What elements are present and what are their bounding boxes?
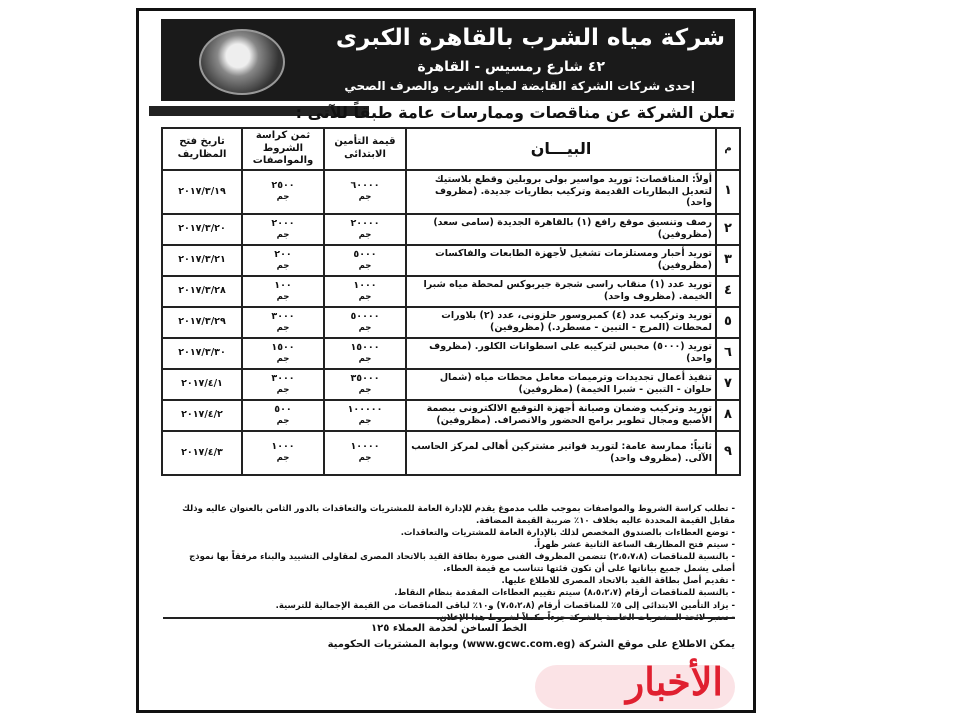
- row-desc: تنفيذ أعمال تجديدات وترميمات معامل محطات مياه (شمال حلوان - التبين - شبرا الخيمة) (مظروفين): [406, 369, 716, 400]
- currency-unit: جم: [358, 229, 372, 240]
- table-row: [162, 400, 740, 431]
- price-value: ٥٠٠: [274, 403, 292, 415]
- company-header: [161, 19, 735, 101]
- row-desc: توريد (٥٠٠٠) محبس لتركيبه على اسطوانات الكلور. (مظروف واحد): [406, 338, 716, 369]
- note-item: - بالنسبة للمناقصات أرقام (٨،٥،٢،٧) سيتم تقييم العطاءات المقدمة بنظام النقاط.: [394, 588, 735, 599]
- price-value: ٢٠٠٠: [271, 217, 295, 229]
- newspaper-logo-text: الأخبار: [625, 659, 723, 704]
- row-desc: توريد أحبار ومستلزمات تشغيل لأجهزة الطابعات والفاكسات (مظروفين): [406, 245, 716, 276]
- currency-unit: جم: [276, 415, 290, 426]
- row-desc: توريد وتركيب وضمان وصيانة أجهزة التوقيع الالكترونى ببصمة الأصبع ومجال تطوير برامج الحضور والانصراف. (مظروفين): [406, 400, 716, 431]
- table-row: [162, 214, 740, 245]
- table-row: [162, 307, 740, 338]
- row-num: ٦: [716, 338, 740, 369]
- row-num: ٥: [716, 307, 740, 338]
- currency-unit: جم: [276, 291, 290, 302]
- price-value: ٢٥٠٠: [271, 180, 295, 192]
- company-subtitle: إحدى شركات الشركة القابضة لمياه الشرب والصرف الصحي: [344, 79, 695, 93]
- row-date: ٢٠١٧/٤/٢: [162, 400, 242, 431]
- row-date: ٢٠١٧/٣/٣٠: [162, 338, 242, 369]
- price-value: ١٠٠: [274, 279, 292, 291]
- currency-unit: جم: [276, 260, 290, 271]
- note-item: - بالنسبة للمناقصات (٢،٥،٧،٨) تتضمن المظروف الفنى صورة بطاقة القيد بالاتحاد المصرى لمقاولى التشييد والبناء مرفقاً بها نموذج أصلى يشمل جميع بياناتها على أن تكون فئتها تتناسب مع قيمة العطاء.: [189, 552, 735, 575]
- row-insurance: [324, 338, 406, 369]
- currency-unit: جم: [358, 453, 372, 464]
- row-date: ٢٠١٧/٣/١٩: [162, 170, 242, 214]
- currency-unit: جم: [358, 415, 372, 426]
- row-date: ٢٠١٧/٣/٢٠: [162, 214, 242, 245]
- price-value: ٢٠٠: [274, 248, 292, 260]
- price-value: ٣٠٠٠: [271, 372, 295, 384]
- row-price: [242, 214, 324, 245]
- note-item: - يزاد التأمين الابتدائى إلى ٥٪ للمناقصات أرقام (٧،٥،٢،٨) و١٠٪ لباقى المناقصات من القيمة الإجمالية للترسية.: [275, 600, 735, 611]
- hotline-text: الخط الساخن لخدمة العملاء ١٢٥: [371, 623, 527, 634]
- header-desc: البيـــان: [406, 128, 716, 170]
- price-value: ١٠٠٠: [271, 441, 295, 453]
- insurance-value: ١٠٠٠٠: [350, 441, 380, 453]
- row-insurance: [324, 170, 406, 214]
- row-desc: توريد وتركيب عدد (٤) كمبروسور حلزونى، عدد (٢) بلاورات لمحطات (المرج - التبين - مسطرد.) (مظروفين): [406, 307, 716, 338]
- insurance-value: ٥٠٠٠: [353, 248, 377, 260]
- table-row: [162, 369, 740, 400]
- row-num: ٩: [716, 431, 740, 475]
- insurance-value: ٥٠٠٠٠: [350, 310, 380, 322]
- currency-unit: جم: [276, 453, 290, 464]
- table-row: [162, 170, 740, 214]
- scanned-ad-frame: [136, 8, 756, 713]
- currency-unit: جم: [358, 291, 372, 302]
- note-item: - تقديم أصل بطاقة القيد بالاتحاد المصرى للاطلاع عليها.: [501, 576, 735, 587]
- tenders-table: [161, 127, 741, 476]
- table-row: [162, 338, 740, 369]
- header-date: تاريخ فتح المظاريف: [162, 128, 242, 170]
- row-price: [242, 170, 324, 214]
- row-price: [242, 369, 324, 400]
- row-insurance: [324, 245, 406, 276]
- row-num: ٣: [716, 245, 740, 276]
- currency-unit: جم: [358, 192, 372, 203]
- ad-footer: [163, 617, 735, 653]
- newspaper-logo: [535, 659, 735, 711]
- row-num: ٧: [716, 369, 740, 400]
- price-value: ٣٠٠٠: [271, 310, 295, 322]
- currency-unit: جم: [358, 260, 372, 271]
- table-row: [162, 245, 740, 276]
- row-num: ٢: [716, 214, 740, 245]
- announcement-heading: تعلن الشركة عن مناقصات وممارسات عامة طبقاً للآتى :: [295, 103, 735, 122]
- row-num: ٤: [716, 276, 740, 307]
- currency-unit: جم: [276, 353, 290, 364]
- header-insurance: قيمة التأمين الابتدائى: [324, 128, 406, 170]
- insurance-value: ٣٥٠٠٠: [350, 372, 380, 384]
- insurance-value: ١٥٠٠٠: [350, 341, 380, 353]
- row-price: [242, 245, 324, 276]
- row-price: [242, 276, 324, 307]
- row-desc: أولاً: المناقصات: توريد مواسير بولى بروبلين وقطع بلاستيك لتعديل البطاريات القديمة وتركيب بطاريات جديدة. (مظروف واحد): [406, 170, 716, 214]
- row-insurance: [324, 400, 406, 431]
- row-date: ٢٠١٧/٣/٢٨: [162, 276, 242, 307]
- insurance-value: ٢٠٠٠٠: [350, 217, 380, 229]
- row-insurance: [324, 307, 406, 338]
- row-price: [242, 400, 324, 431]
- terms-notes: [163, 503, 735, 624]
- table-row: [162, 276, 740, 307]
- table-header-row: [162, 128, 740, 170]
- currency-unit: جم: [276, 384, 290, 395]
- row-desc: رصف وتنسيق موقع رافع (١) بالقاهرة الجديدة (سامى سعد) (مظروفين): [406, 214, 716, 245]
- row-date: ٢٠١٧/٣/٢٩: [162, 307, 242, 338]
- currency-unit: جم: [358, 353, 372, 364]
- note-item: - تعتبر لائحة المشتريات الخاصة بالشركة جزءاً مكملاً لشروط هذا الإعلان.: [436, 612, 735, 623]
- price-value: ١٥٠٠: [271, 341, 295, 353]
- table-row: [162, 431, 740, 475]
- row-date: ٢٠١٧/٤/١: [162, 369, 242, 400]
- note-item: - تطلب كراسة الشروط والمواصفات بموجب طلب مدموغ يقدم للإدارة العامة للمشتريات والتعاقدات بالدور الثامن بالعنوان عاليه وذلك مقابل القيمة المحددة عاليه بخلاف ١٠٪ ضريبة القيمة المضافة.: [182, 504, 735, 527]
- website-text: يمكن الاطلاع على موقع الشركة (www.gcwc.com.eg) وبوابة المشتريات الحكومية: [327, 639, 735, 650]
- row-desc: ثانياً: ممارسة عامة: لتوريد فواتير مشتركين أهالى لمركز الحاسب الآلى. (مظروف واحد): [406, 431, 716, 475]
- insurance-value: ١٠٠٠: [353, 279, 377, 291]
- row-price: [242, 307, 324, 338]
- company-title: شركة مياه الشرب بالقاهرة الكبرى: [335, 25, 725, 51]
- company-logo-icon: [199, 29, 285, 95]
- tender-announcement: [149, 19, 743, 704]
- company-address: ٤٢ شارع رمسيس - القاهرة: [417, 59, 605, 75]
- row-price: [242, 338, 324, 369]
- currency-unit: جم: [276, 322, 290, 333]
- currency-unit: جم: [276, 192, 290, 203]
- currency-unit: جم: [358, 322, 372, 333]
- row-num: ١: [716, 170, 740, 214]
- row-insurance: [324, 369, 406, 400]
- currency-unit: جم: [276, 229, 290, 240]
- row-insurance: [324, 276, 406, 307]
- header-price: ثمن كراسة الشروط والمواصفات: [242, 128, 324, 170]
- row-insurance: [324, 214, 406, 245]
- row-date: ٢٠١٧/٤/٣: [162, 431, 242, 475]
- row-price: [242, 431, 324, 475]
- insurance-value: ٦٠٠٠٠: [350, 180, 380, 192]
- currency-unit: جم: [358, 384, 372, 395]
- header-num: م: [716, 128, 740, 170]
- note-item: - سيتم فتح المظاريف الساعة الثانية عشر ظهراً.: [533, 540, 735, 551]
- insurance-value: ١٠٠٠٠٠: [347, 403, 383, 415]
- row-num: ٨: [716, 400, 740, 431]
- row-insurance: [324, 431, 406, 475]
- row-date: ٢٠١٧/٣/٢١: [162, 245, 242, 276]
- row-desc: توريد عدد (١) منقاب راسى شجرة جيربوكس لمحطة مياه شبرا الخيمة. (مظروف واحد): [406, 276, 716, 307]
- note-item: - توضع العطاءات بالصندوق المخصص لذلك بالإدارة العامة للمشتريات والتعاقدات.: [400, 528, 735, 539]
